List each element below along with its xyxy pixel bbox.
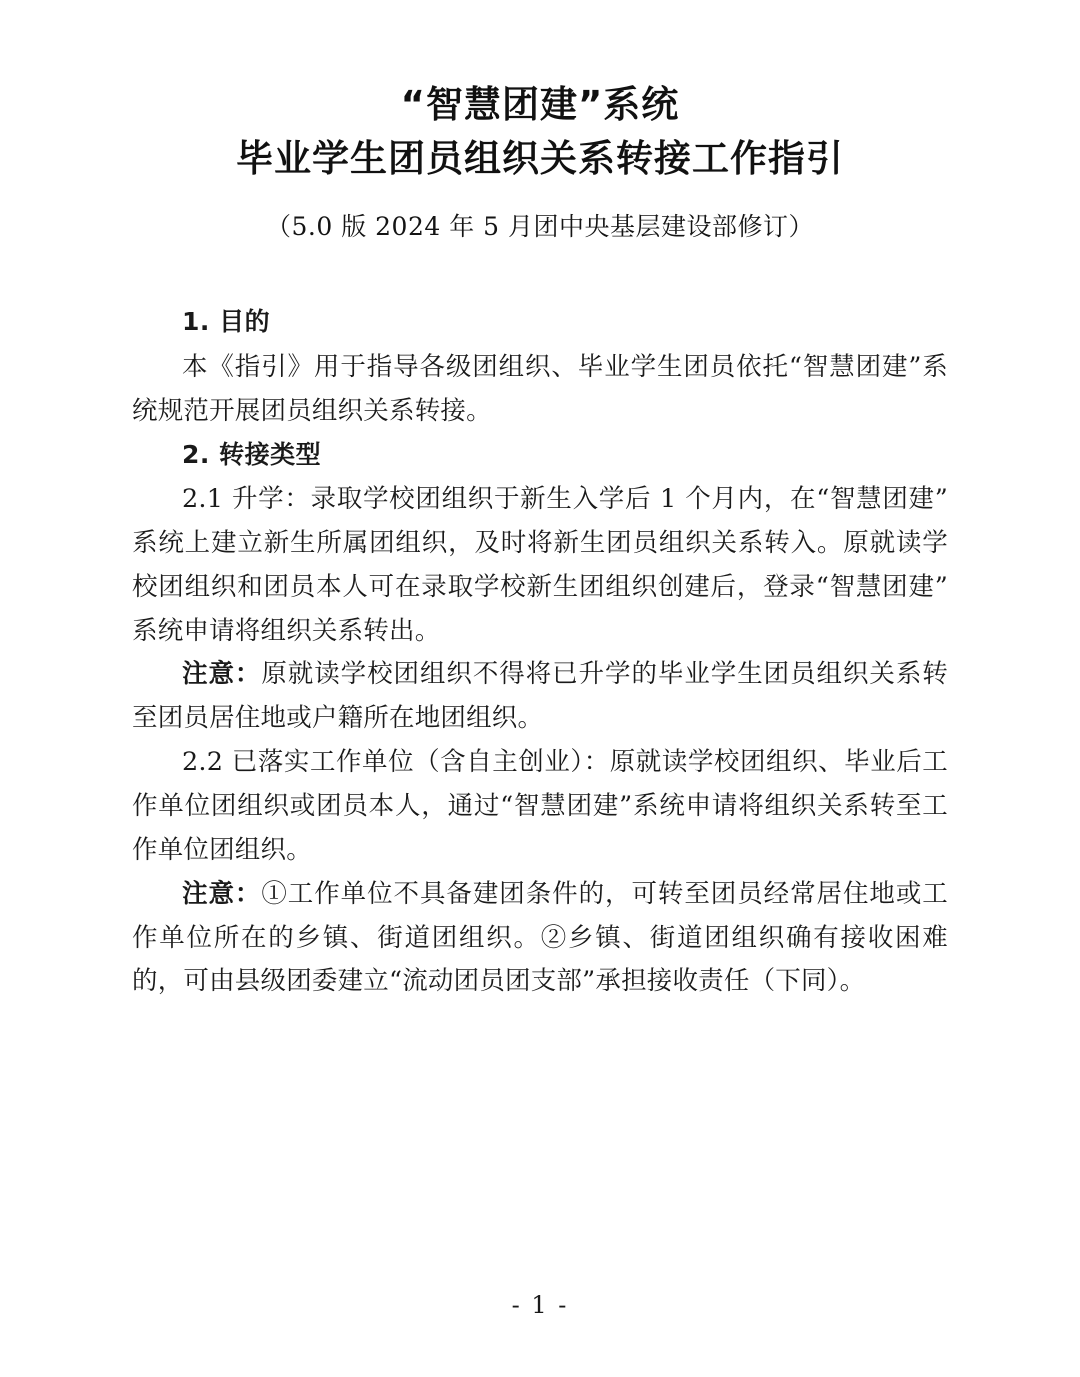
paragraph-text: 2.2 已落实工作单位（含自主创业）：原就读学校团组织、毕业后工作单位团组织或团员本人，通过“智慧团建”系统申请将组织关系转至工作单位团组织。 [132, 747, 948, 865]
paragraph-2-2 [132, 741, 948, 873]
paragraph-text: ①工作单位不具备建团条件的，可转至团员经常居住地或工作单位所在的乡镇、街道团组织。②乡镇、街道团组织确有接收困难的，可由县级团委建立“流动团员团支部”承担接收责任（下同）。 [132, 878, 949, 997]
document-subtitle: （5.0 版 2024 年 5 月团中央基层建设部修订） [265, 212, 815, 242]
document-title-block [132, 78, 948, 185]
paragraph-note-1 [132, 653, 948, 741]
paragraph-note-2 [132, 873, 948, 1005]
note-label: 注意： [182, 659, 262, 690]
page-number: - 1 - [511, 1291, 569, 1319]
paragraph-text: 本《指引》用于指导各级团组织、毕业学生团员依托“智慧团建”系统规范开展团员组织关系转接。 [132, 351, 948, 426]
paragraph-text: 2.1 升学：录取学校团组织于新生入学后 1 个月内，在“智慧团建”系统上建立新生所属团组织，及时将新生团员组织关系转入。原就读学校团组织和团员本人可在录取学校新生团组织创建后，登录“智慧团建”系统申请将组织关系转出。 [132, 484, 948, 646]
section-heading-purpose: 1. 目的 [182, 307, 271, 337]
paragraph-2-1 [132, 478, 948, 653]
document-body [132, 301, 948, 1004]
note-label: 注意： [182, 878, 262, 909]
section-heading-transfer-types: 2. 转接类型 [182, 439, 322, 469]
paragraph-purpose [132, 346, 948, 434]
page-title-line-1: “智慧团建”系统 [400, 83, 680, 126]
page-title-line-2: 毕业学生团员组织关系转接工作指引 [236, 136, 844, 180]
paragraph-text: 原就读学校团组织不得将已升学的毕业学生团员组织关系转至团员居住地或户籍所在地团组织。 [132, 659, 949, 734]
